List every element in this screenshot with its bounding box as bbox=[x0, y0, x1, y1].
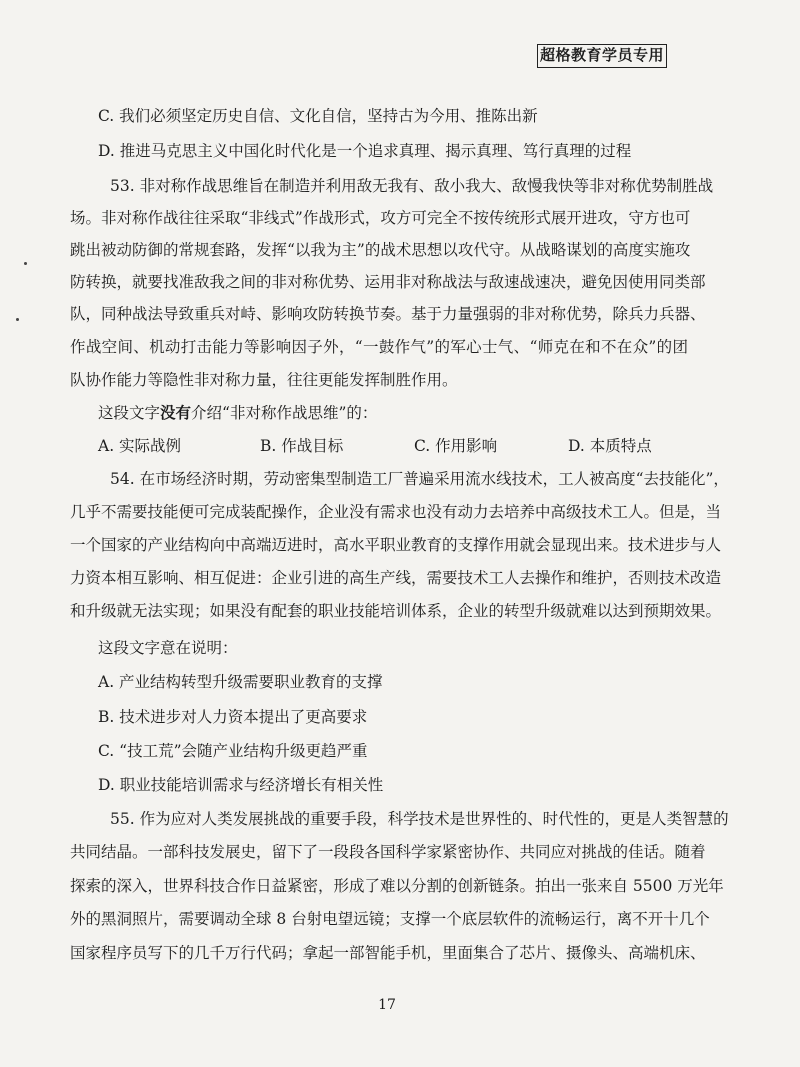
q54-line-2: 几乎不需要技能便可完成装配操作，企业没有需求也没有动力去培养中高级技术工人。但是，当 bbox=[70, 503, 722, 521]
q53-line-4: 防转换，就要找准敌我之间的非对称优势、运用非对称战法与敌速战速决，避免因使用同类部 bbox=[70, 273, 706, 291]
q53-option-a: A. 实际战例 bbox=[98, 437, 182, 455]
q53-prompt-post: 介绍“非对称作战思维”的： bbox=[191, 404, 378, 422]
q54-option-a: A. 产业结构转型升级需要职业教育的支撑 bbox=[98, 673, 383, 691]
q53-options bbox=[98, 436, 698, 456]
q53-line-5: 队，同种战法导致重兵对峙、影响攻防转换节奏。基于力量强弱的非对称优势，除兵力兵器、 bbox=[70, 305, 706, 323]
q54-line-3: 一个国家的产业结构向中高端迈进时，高水平职业教育的支撑作用就会显现出来。技术进步与人 bbox=[70, 536, 722, 554]
q53-line-6: 作战空间、机动打击能力等影响因子外，“一鼓作气”的军心士气、“师克在和不在众”的团 bbox=[70, 338, 688, 356]
q54-option-b: B. 技术进步对人力资本提出了更高要求 bbox=[98, 708, 368, 726]
q53-prompt-bold: 没有 bbox=[160, 403, 192, 422]
q54-option-d: D. 职业技能培训需求与经济增长有相关性 bbox=[98, 776, 384, 794]
q54-option-c: C. “技工荒”会随产业结构升级更趋严重 bbox=[98, 742, 368, 760]
q53-line-2: 场。非对称作战往往采取“非线式”作战形式，攻方可完全不按传统形式展开进攻，守方也可 bbox=[70, 209, 691, 227]
q55-line-3: 探索的深入，世界科技合作日益紧密，形成了难以分割的创新链条。拍出一张来自 5500 万光年 bbox=[70, 877, 724, 895]
header-stamp: 超格教育学员专用 bbox=[537, 44, 667, 68]
q54-prompt: 这段文字意在说明： bbox=[98, 639, 238, 657]
scan-speck bbox=[24, 262, 27, 265]
q53-option-d: D. 本质特点 bbox=[568, 437, 652, 455]
scan-speck bbox=[16, 318, 19, 321]
q54-line-4: 力资本相互影响、相互促进：企业引进的高生产线，需要技术工人去操作和维护，否则技术改造 bbox=[70, 569, 722, 587]
q54-line-5: 和升级就无法实现；如果没有配套的职业技能培训体系，企业的转型升级就难以达到预期效果。 bbox=[70, 602, 722, 620]
q55-line-4: 外的黑洞照片，需要调动全球 8 台射电望远镜；支撑一个底层软件的流畅运行，离不开十几个 bbox=[70, 910, 710, 928]
q54-line-1: 54. 在市场经济时期，劳动密集型制造工厂普遍采用流水线技术，工人被高度“去技能化”， bbox=[110, 470, 729, 488]
option-d-prev: D. 推进马克思主义中国化时代化是一个追求真理、揭示真理、笃行真理的过程 bbox=[98, 142, 632, 160]
q53-option-b: B. 作战目标 bbox=[260, 437, 344, 455]
q55-line-5: 国家程序员写下的几千万行代码；拿起一部智能手机，里面集合了芯片、摄像头、高端机床、 bbox=[70, 944, 706, 962]
q53-prompt-pre: 这段文字 bbox=[98, 404, 161, 422]
q53-option-c: C. 作用影响 bbox=[414, 437, 498, 455]
q55-line-1: 55. 作为应对人类发展挑战的重要手段，科学技术是世界性的、时代性的，更是人类智慧的 bbox=[110, 810, 729, 828]
q55-line-2: 共同结晶。一部科技发展史，留下了一段段各国科学家紧密协作、共同应对挑战的佳话。随着 bbox=[70, 843, 706, 861]
q53-line-7: 队协作能力等隐性非对称力量，往往更能发挥制胜作用。 bbox=[70, 371, 458, 389]
option-c-prev: C. 我们必须坚定历史自信、文化自信，坚持古为今用、推陈出新 bbox=[98, 107, 538, 125]
page-number: 17 bbox=[378, 997, 396, 1013]
q53-prompt bbox=[98, 403, 377, 423]
q53-line-3: 跳出被动防御的常规套路，发挥“以我为主”的战术思想以攻代守。从战略谋划的高度实施攻 bbox=[70, 241, 691, 259]
q53-line-1: 53. 非对称作战思维旨在制造并利用敌无我有、敌小我大、敌慢我快等非对称优势制胜战 bbox=[110, 177, 714, 195]
